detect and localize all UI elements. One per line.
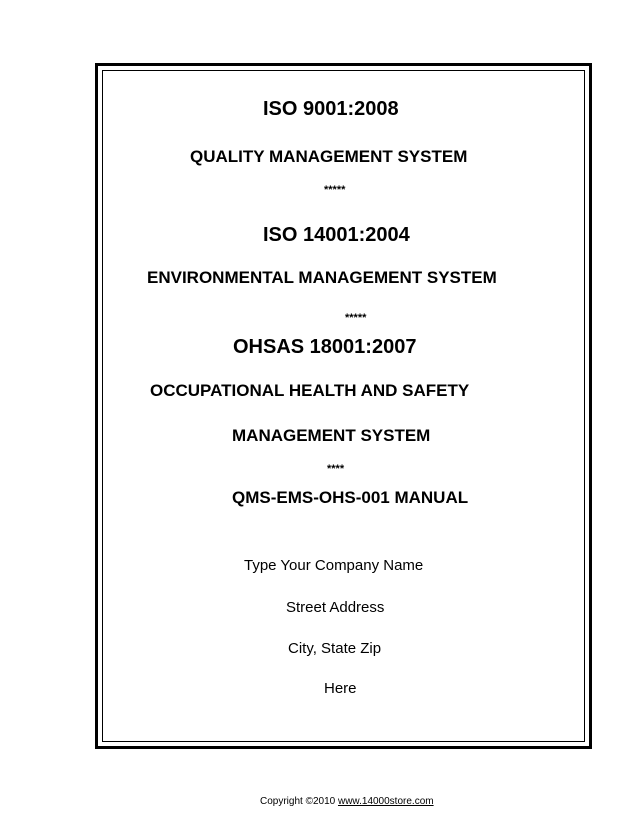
street-address: Street Address	[286, 599, 385, 616]
copyright-footer	[260, 797, 434, 807]
separator-stars-1: *****	[324, 184, 346, 196]
iso9001-title: ISO 9001:2008	[263, 98, 399, 120]
iso14001-subtitle: ENVIRONMENTAL MANAGEMENT SYSTEM	[147, 268, 497, 287]
ohsas-subtitle-line1: OCCUPATIONAL HEALTH AND SAFETY	[150, 381, 470, 400]
ohsas-subtitle-line2: MANAGEMENT SYSTEM	[232, 426, 431, 445]
manual-title: QMS-EMS-OHS-001 MANUAL	[232, 488, 469, 507]
company-name: Type Your Company Name	[244, 557, 424, 574]
ohsas-title: OHSAS 18001:2007	[233, 336, 417, 358]
store-link[interactable]: www.14000store.com	[337, 796, 434, 807]
here-text: Here	[324, 680, 357, 697]
iso14001-title: ISO 14001:2004	[263, 224, 410, 246]
separator-stars-2: *****	[345, 312, 367, 324]
city-state-zip: City, State Zip	[288, 640, 382, 657]
iso9001-subtitle: QUALITY MANAGEMENT SYSTEM	[190, 147, 468, 166]
separator-stars-3: ****	[327, 463, 345, 475]
copyright-text: Copyright ©2010	[260, 796, 336, 807]
